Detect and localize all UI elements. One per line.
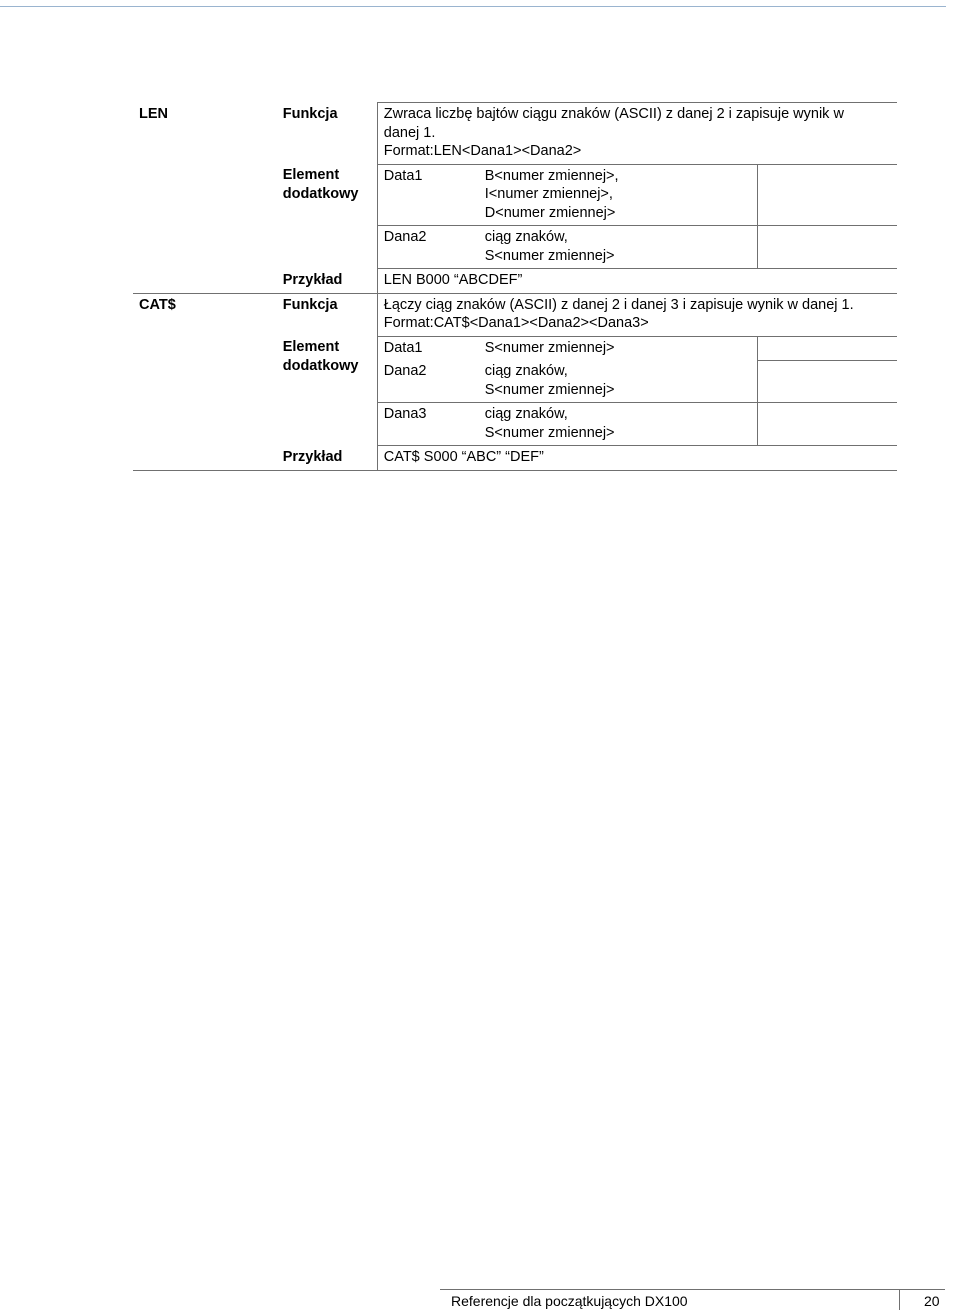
len-element-label [277,164,378,269]
cat-dana2-value [479,360,757,403]
len-funkcja-label: Funkcja [277,103,378,165]
cat-funkcja-label: Funkcja [277,293,378,336]
cat-dana2-name: Dana2 [383,363,427,379]
len-dana2-value-line2: S<numer zmiennej> [484,247,615,264]
cat-dana3-value-line1: ciąg znaków, [484,406,568,422]
cat-data1-value: S<numer zmiennej> [479,336,757,360]
len-data1-row [133,164,897,226]
cat-dana3-row [133,403,897,446]
cat-dana2-value-line2: S<numer zmiennej> [484,381,615,398]
page-number: 20 [924,1293,940,1309]
instruction-table [133,102,897,471]
len-przyklad-label: Przykład [277,269,378,294]
cat-instruction-name: CAT$ [139,296,176,313]
len-dana2-name: Dana2 [377,226,479,269]
len-dana2-row [133,226,897,269]
len-data1-value-line1: B<numer zmiennej>, [484,167,619,184]
cat-dana2-value-line1: ciąg znaków, [484,363,568,379]
footer-divider [899,1289,900,1310]
cat-przyklad-label: Przykład [277,446,378,471]
cat-description-line1: Łączy ciąg znaków (ASCII) z danej 2 i danej 3 i zapisuje wynik w danej 1. [383,296,854,313]
footer-title: Referencje dla początkujących DX100 [451,1293,688,1309]
cat-dana3-name: Dana3 [377,403,479,446]
len-przyklad-row [133,269,897,294]
len-data1-value-line2: I<numer zmiennej>, [484,186,613,202]
len-description-line1: Zwraca liczbę bajtów ciągu znaków (ASCII) z danej 2 i zapisuje wynik w [383,106,844,122]
len-instruction-name: LEN [139,105,168,122]
cat-element-label-line1: Element [282,339,340,355]
header-rule [0,6,946,7]
len-element-label-line2: dodatkowy [282,185,359,202]
footer-rule [440,1289,945,1290]
len-funkcja-description [377,103,897,165]
cat-przyklad-text: CAT$ S000 “ABC” “DEF” [377,446,897,471]
len-element-label-line1: Element [282,167,340,183]
len-dana2-value [479,226,757,269]
cat-dana3-value-line2: S<numer zmiennej> [484,424,615,441]
cat-data1-row [133,336,897,360]
len-description-line2: danej 1. [383,124,436,141]
len-format: Format:LEN<Dana1><Dana2> [383,143,582,159]
cat-funkcja-row [133,293,897,336]
len-przyklad-text: LEN B000 “ABCDEF” [377,269,897,294]
len-data1-name: Data1 [377,164,479,226]
cat-funkcja-description [377,293,897,336]
cat-element-label [277,336,378,446]
cat-dana3-value [479,403,757,446]
len-data1-value-line3: D<numer zmiennej> [484,204,616,221]
cat-dana2-row [133,360,897,403]
cat-data1-name: Data1 [377,336,479,360]
len-dana2-value-line1: ciąg znaków, [484,229,568,245]
cat-format: Format:CAT$<Dana1><Dana2><Dana3> [383,315,649,331]
len-funkcja-row [133,103,897,165]
len-data1-value [479,164,757,226]
cat-element-label-line2: dodatkowy [282,357,359,374]
cat-przyklad-row [133,446,897,471]
